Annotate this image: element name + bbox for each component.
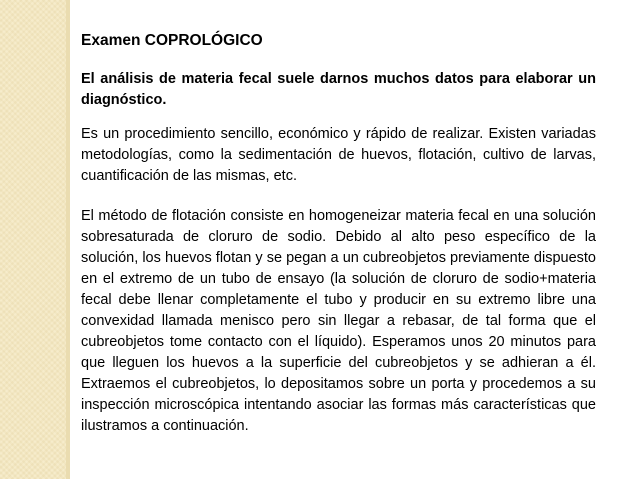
body-paragraph-2: El método de flotación consiste en homogeneizar materia fecal en una solución sobresaturada de cloruro de sodio. Debido al alto peso específico de la solución, los huevos flotan y se pegan a un cubreobjetos previamente dispuesto en el extremo de un tubo de ensayo (la solución de cloruro de sodio+materia fecal debe llenar completamente el tubo y producir en su extremo libre una convexidad llamada menisco pero sin llegar a rebasar, de tal forma que el cubreobjetos tome contacto con el líquido). Esperamos unos 20 minutos para que lleguen los huevos a la superficie del cubreobjetos y se adhieran a él. Extraemos el cubreobjetos, lo depositamos sobre un porta y procedemos a su inspección microscópica intentando asociar las formas más características que ilustramos a continuación. — [81, 208, 596, 434]
side-stripe-edge — [66, 0, 70, 479]
intro-paragraph: El análisis de materia fecal suele darnos muchos datos para elaborar un diagnóstico. — [81, 71, 596, 108]
slide-content — [81, 31, 596, 437]
slide-title: Examen COPROLÓGICO — [81, 32, 263, 49]
body-paragraph-1: Es un procedimiento sencillo, económico y rápido de realizar. Existen variadas metodologías, como la sedimentación de huevos, flotación, cultivo de larvas, cuantificación de las mismas, etc. — [81, 126, 596, 184]
decorative-side-stripe — [0, 0, 70, 479]
